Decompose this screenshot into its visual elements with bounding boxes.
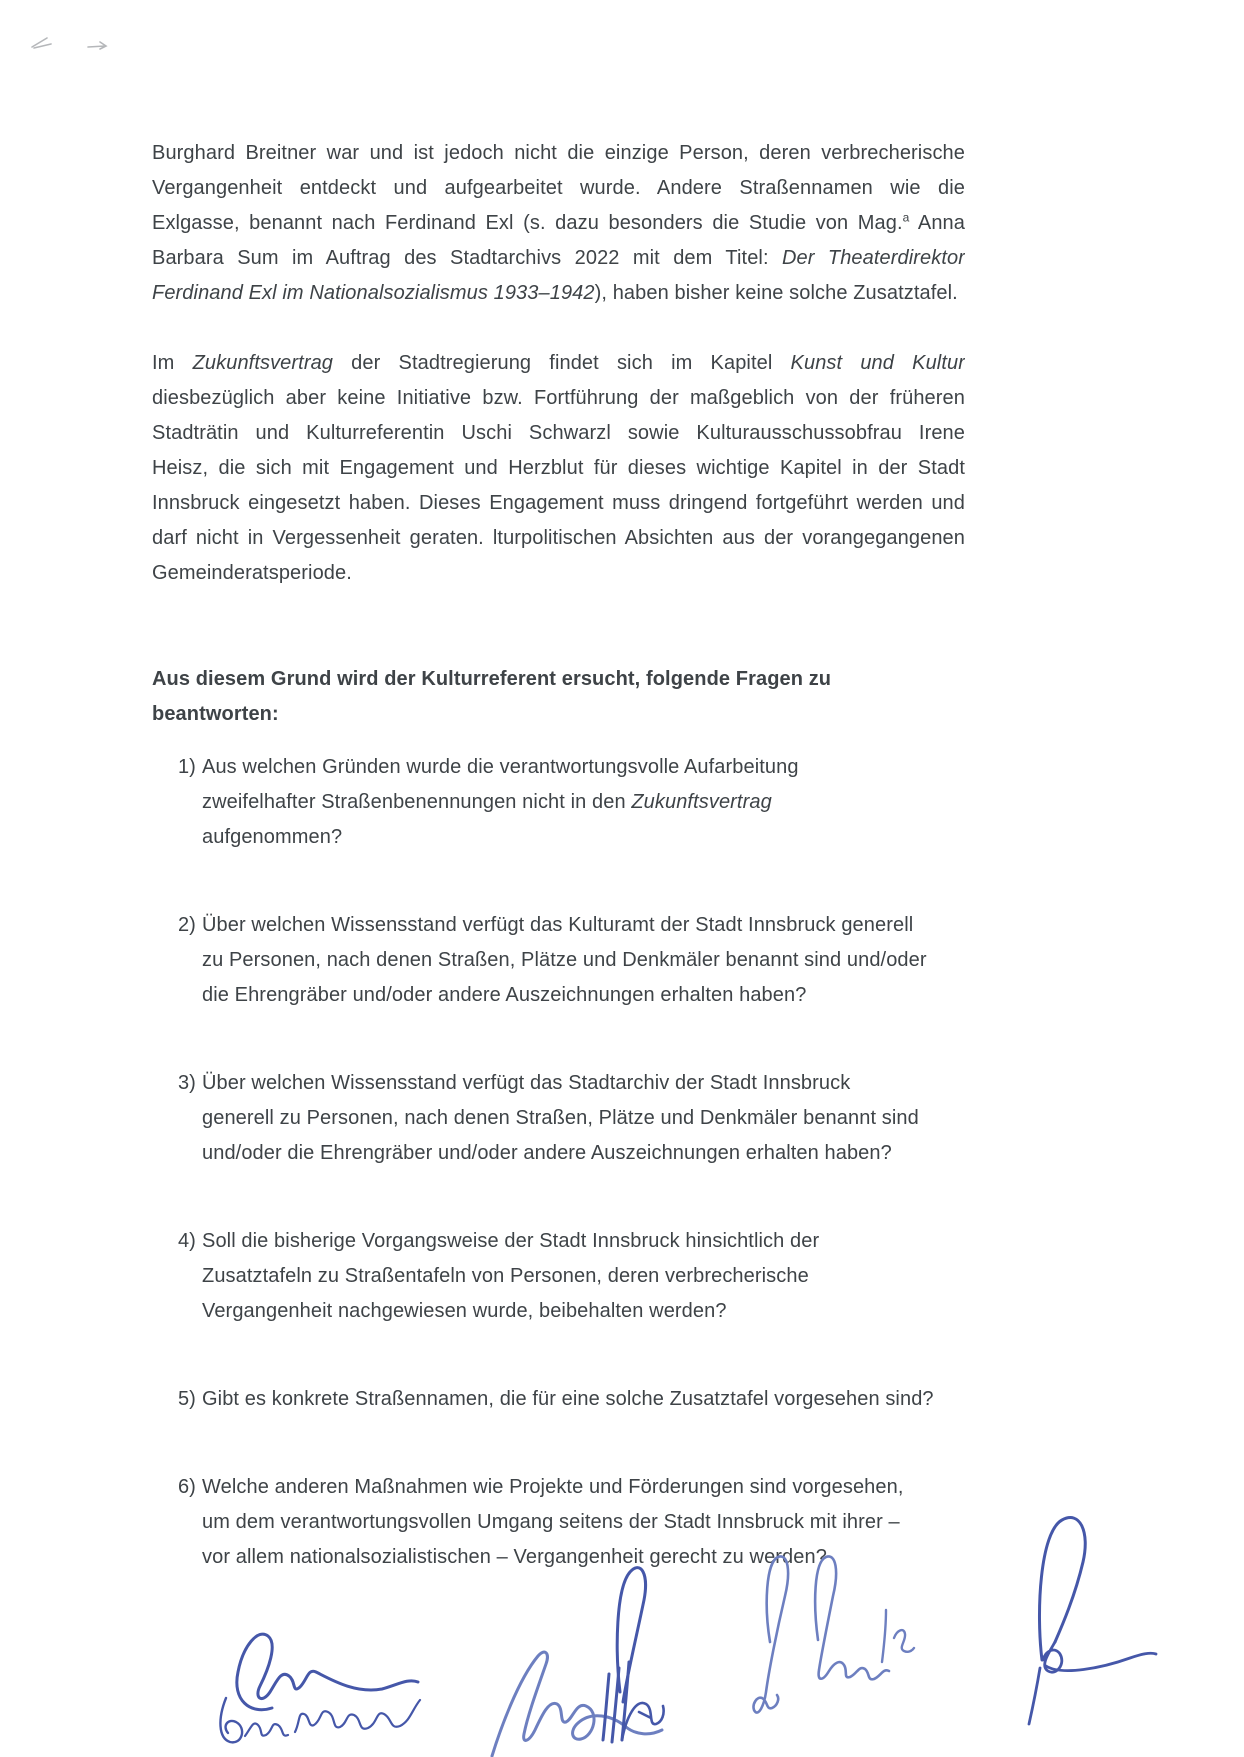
text-line: vor allem nationalsozialistischen – Vergangenheit gerecht zu werden? — [202, 1546, 827, 1568]
text-line: Aus welchen Gründen wurde die verantwortungsvolle Aufarbeitung — [202, 756, 799, 778]
question-1-number: 1) — [178, 756, 196, 778]
text-line: Gemeinderatsperiode. — [152, 562, 352, 584]
text-line: Vergangenheit nachgewiesen wurde, beibehalten werden? — [202, 1300, 727, 1322]
text-line: Burghard Breitner war und ist jedoch nicht die einzige Person, deren verbrecherische — [152, 142, 965, 164]
text-line: beantworten: — [152, 703, 279, 725]
signature-4 — [754, 1556, 914, 1712]
text-line: und/oder die Ehrengräber und/oder andere Auszeichnungen erhalten haben? — [202, 1142, 892, 1164]
text-line: diesbezüglich aber keine Initiative bzw. Fortführung der maßgeblich von der früheren — [152, 387, 965, 409]
text-line: Ferdinand Exl im Nationalsozialismus 1933–1942), haben bisher keine solche Zusatztafel. — [152, 282, 958, 304]
text-line: darf nicht in Vergessenheit geraten. lturpolitischen Absichten aus der vorangegangenen — [152, 527, 965, 549]
question-6-number: 6) — [178, 1476, 196, 1498]
text-line: zu Personen, nach denen Straßen, Plätze und Denkmäler benannt sind und/oder — [202, 949, 927, 971]
question-3 — [152, 1066, 965, 1171]
question-4 — [152, 1224, 965, 1329]
text-line: Gibt es konkrete Straßennamen, die für eine solche Zusatztafel vorgesehen sind? — [202, 1388, 934, 1410]
signature-block — [150, 1340, 1244, 1757]
text-line: Über welchen Wissensstand verfügt das Stadtarchiv der Stadt Innsbruck — [202, 1072, 851, 1094]
text-line: zweifelhafter Straßenbenennungen nicht in den Zukunftsvertrag — [202, 791, 772, 813]
scan-mark-1 — [32, 38, 51, 48]
request-heading — [152, 662, 965, 732]
question-4-number: 4) — [178, 1230, 196, 1252]
question-1 — [152, 750, 965, 855]
text-line: um dem verantwortungsvollen Umgang seitens der Stadt Innsbruck mit ihrer – — [202, 1511, 900, 1533]
signature-3 — [603, 1568, 664, 1742]
question-2 — [152, 908, 965, 1013]
text-line: generell zu Personen, nach denen Straßen, Plätze und Denkmäler benannt sind — [202, 1107, 919, 1129]
signature-1 — [220, 1634, 420, 1742]
paragraph-2 — [152, 346, 965, 591]
paragraph-1 — [152, 136, 965, 311]
text-line: Exlgasse, benannt nach Ferdinand Exl (s. dazu besonders die Studie von Mag.$^a$ Anna — [152, 210, 965, 234]
text-line: Im Zukunftsvertrag der Stadtregierung findet sich im Kapitel Kunst und Kultur — [152, 352, 965, 374]
scan-mark-2 — [88, 42, 106, 49]
text-line: Stadträtin und Kulturreferentin Uschi Schwarzl sowie Kulturausschussobfrau Irene — [152, 422, 965, 444]
text-line: Vergangenheit entdeckt und aufgearbeitet wurde. Andere Straßennamen wie die — [152, 177, 965, 199]
question-2-number: 2) — [178, 914, 196, 936]
text-line: Zusatztafeln zu Straßentafeln von Personen, deren verbrecherische — [202, 1265, 809, 1287]
text-line: Soll die bisherige Vorgangsweise der Stadt Innsbruck hinsichtlich der — [202, 1230, 820, 1252]
text-line: Welche anderen Maßnahmen wie Projekte und Förderungen sind vorgesehen, — [202, 1476, 904, 1498]
question-3-number: 3) — [178, 1072, 196, 1094]
question-5-number: 5) — [178, 1388, 196, 1410]
text-line: Innsbruck eingesetzt haben. Dieses Engagement muss dringend fortgeführt werden und — [152, 492, 965, 514]
text-line: aufgenommen? — [202, 826, 343, 848]
text-line: Barbara Sum im Auftrag des Stadtarchivs 2022 mit dem Titel: Der Theaterdirektor — [152, 247, 965, 269]
text-line: Aus diesem Grund wird der Kulturreferent ersucht, folgende Fragen zu — [152, 668, 832, 690]
text-line: Heisz, die sich mit Engagement und Herzblut für dieses wichtige Kapitel in der Stadt — [152, 457, 965, 479]
text-line: Über welchen Wissensstand verfügt das Kulturamt der Stadt Innsbruck generell — [202, 914, 914, 936]
scan-artifact-marks — [20, 30, 130, 60]
text-line: die Ehrengräber und/oder andere Auszeichnungen erhalten haben? — [202, 984, 807, 1006]
signature-5 — [1029, 1518, 1156, 1724]
